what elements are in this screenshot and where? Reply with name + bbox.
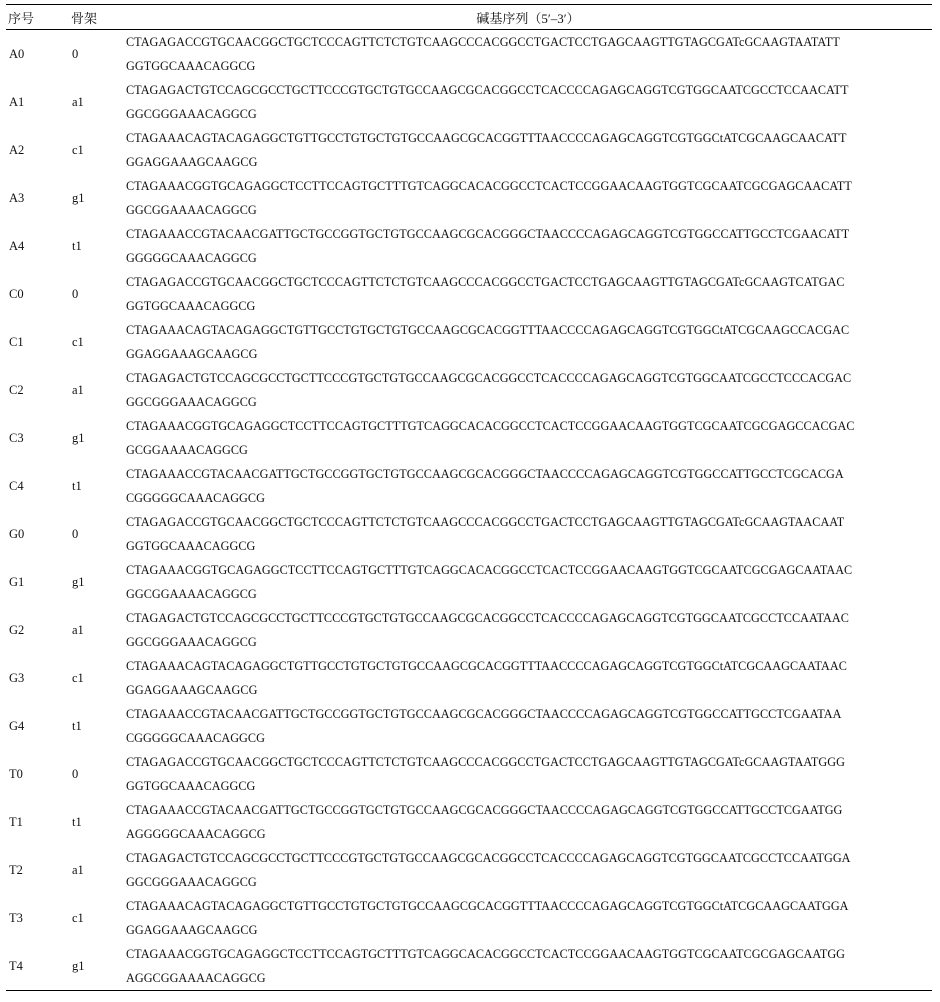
row-sequence [124,942,932,991]
table-row [6,318,932,366]
header-backbone: 骨架 [61,5,124,30]
table-row [6,366,932,414]
table-row [6,270,932,318]
row-backbone: t1 [72,814,82,829]
row-backbone: a1 [72,382,84,397]
table-row [6,462,932,510]
sequence-line: CTAGAAACGGTGCAGAGGCTCCTTCCAGTGCTTTGTCAGGCACACGGCCTCACTCCGGAACAAGTGGTCGCAATCGCGAGCCACGAC [126,419,855,433]
sequence-line: CTAGAGACCGTGCAACGGCTGCTCCCAGTTCTCTGTCAAGCCCACGGCCTGACTCCTGAGCAAGTTGTAGCGATcGCAAGTAACAAT [126,515,845,529]
row-sequence [124,318,932,366]
sequence-line: CTAGAGACTGTCCAGCGCCTGCTTCCCGTGCTGTGCCAAGCGCACGGCCTCACCCCAGAGCAGGTCGTGGCAATCGCCTCCAATAAC [126,611,849,625]
sequence-line: GGCGGGAAACAGGCG [126,395,257,409]
sequence-line: CTAGAGACCGTGCAACGGCTGCTCCCAGTTCTCTGTCAAGCCCACGGCCTGACTCCTGAGCAAGTTGTAGCGATcGCAAGTCATGAC [126,275,845,289]
table-row [6,558,932,606]
sequence-line: CTAGAGACCGTGCAACGGCTGCTCCCAGTTCTCTGTCAAGCCCACGGCCTGACTCCTGAGCAAGTTGTAGCGATcGCAAGTAATGGG [126,755,845,769]
row-sequence [124,414,932,462]
row-sequence [124,174,932,222]
row-id: C4 [9,478,24,493]
sequence-line: CTAGAAACAGTACAGAGGCTGTTGCCTGTGCTGTGCCAAGCGCACGGTTTAACCCCAGAGCAGGTCGTGGCtATCGCAAGCCACGAC [126,323,850,337]
header-row [6,5,932,30]
sequence-line: CTAGAAACGGTGCAGAGGCTCCTTCCAGTGCTTTGTCAGGCACACGGCCTCACTCCGGAACAAGTGGTCGCAATCGCGAGCAACATT [126,179,852,193]
row-id: T3 [9,910,23,925]
row-id: C2 [9,382,24,397]
row-sequence [124,894,932,942]
sequence-line: AGGCGGAAAACAGGCG [126,971,266,985]
table-row [6,846,932,894]
row-backbone: 0 [72,526,79,541]
sequence-line: AGGGGGCAAACAGGCG [126,827,266,841]
row-id: A4 [9,238,25,253]
row-backbone: 0 [72,46,79,61]
row-sequence [124,846,932,894]
sequence-line: GGAGGAAAGCAAGCG [126,923,258,937]
table-row [6,174,932,222]
table-row [6,510,932,558]
row-backbone: c1 [72,910,84,925]
row-id: T1 [9,814,23,829]
row-backbone: t1 [72,718,82,733]
header-id: 序号 [6,5,61,30]
table-row [6,750,932,798]
sequence-line: GGCGGGAAACAGGCG [126,635,257,649]
row-id: G3 [9,670,25,685]
sequence-line: CTAGAAACCGTACAACGATTGCTGCCGGTGCTGTGCCAAGCGCACGGGCTAACCCCAGAGCAGGTCGTGGCCATTGCCTCGAACATT [126,227,850,241]
sequence-line: CTAGAGACTGTCCAGCGCCTGCTTCCCGTGCTGTGCCAAGCGCACGGCCTCACCCCAGAGCAGGTCGTGGCAATCGCCTCCCACGAC [126,371,852,385]
table-row [6,606,932,654]
sequence-line: GGTGGCAAACAGGCG [126,299,256,313]
row-backbone: t1 [72,478,82,493]
row-sequence [124,30,932,79]
table-row [6,942,932,991]
row-sequence [124,750,932,798]
sequence-line: GGCGGAAAACAGGCG [126,203,257,217]
row-id: T2 [9,862,23,877]
row-sequence [124,126,932,174]
row-sequence [124,270,932,318]
sequence-line: GGGGGCAAACAGGCG [126,251,257,265]
row-id: T0 [9,766,23,781]
row-backbone: t1 [72,238,82,253]
row-backbone: 0 [72,766,79,781]
sequence-line: GGAGGAAAGCAAGCG [126,155,258,169]
table-row [6,414,932,462]
row-id: G1 [9,574,25,589]
row-backbone: c1 [72,334,84,349]
table-row [6,222,932,270]
sequence-line: GGAGGAAAGCAAGCG [126,347,258,361]
row-backbone: a1 [72,862,84,877]
sequence-line: GGTGGCAAACAGGCG [126,779,256,793]
table-row [6,702,932,750]
row-id: G0 [9,526,25,541]
sequence-line: CTAGAGACTGTCCAGCGCCTGCTTCCCGTGCTGTGCCAAGCGCACGGCCTCACCCCAGAGCAGGTCGTGGCAATCGCCTCCAATGGA [126,851,851,865]
row-sequence [124,798,932,846]
sequence-table-container [6,4,932,991]
row-backbone: a1 [72,622,84,637]
row-sequence [124,606,932,654]
sequence-line: GGTGGCAAACAGGCG [126,539,256,553]
sequence-line: CTAGAAACAGTACAGAGGCTGTTGCCTGTGCTGTGCCAAGCGCACGGTTTAACCCCAGAGCAGGTCGTGGCtATCGCAAGCAACATT [126,131,847,145]
sequence-line: CTAGAAACCGTACAACGATTGCTGCCGGTGCTGTGCCAAGCGCACGGGCTAACCCCAGAGCAGGTCGTGGCCATTGCCTCGAATGG [126,803,843,817]
sequence-line: GGAGGAAAGCAAGCG [126,683,258,697]
table-row [6,654,932,702]
sequence-line: CTAGAAACAGTACAGAGGCTGTTGCCTGTGCTGTGCCAAGCGCACGGTTTAACCCCAGAGCAGGTCGTGGCtATCGCAAGCAATAAC [126,659,847,673]
sequence-line: CTAGAGACTGTCCAGCGCCTGCTTCCCGTGCTGTGCCAAGCGCACGGCCTCACCCCAGAGCAGGTCGTGGCAATCGCCTCCAACATT [126,83,849,97]
row-backbone: g1 [61,942,124,991]
row-backbone: c1 [72,142,84,157]
row-sequence [124,510,932,558]
row-backbone: 0 [72,286,79,301]
sequence-line: GGTGGCAAACAGGCG [126,59,256,73]
header-sequence: 碱基序列（5′–3′） [124,5,932,30]
sequence-line: CGGGGGCAAACAGGCG [126,491,265,505]
row-backbone: g1 [72,190,85,205]
table-body [6,30,932,991]
row-sequence [124,78,932,126]
table-row [6,78,932,126]
sequence-line: CTAGAAACGGTGCAGAGGCTCCTTCCAGTGCTTTGTCAGGCACACGGCCTCACTCCGGAACAAGTGGTCGCAATCGCGAGCAATGG [126,947,846,961]
sequence-line: GGCGGGAAACAGGCG [126,107,257,121]
sequence-line: CTAGAAACCGTACAACGATTGCTGCCGGTGCTGTGCCAAGCGCACGGGCTAACCCCAGAGCAGGTCGTGGCCATTGCCTCGAATAA [126,707,842,721]
row-backbone: g1 [72,430,85,445]
table-row [6,798,932,846]
row-id: C1 [9,334,24,349]
row-sequence [124,462,932,510]
table-row [6,894,932,942]
row-id: C0 [9,286,24,301]
sequence-table [6,4,932,991]
row-id: T4 [6,942,61,991]
sequence-line: CTAGAAACGGTGCAGAGGCTCCTTCCAGTGCTTTGTCAGGCACACGGCCTCACTCCGGAACAAGTGGTCGCAATCGCGAGCAATAAC [126,563,853,577]
sequence-line: CTAGAGACCGTGCAACGGCTGCTCCCAGTTCTCTGTCAAGCCCACGGCCTGACTCCTGAGCAAGTTGTAGCGATcGCAAGTAATATT [126,35,840,49]
sequence-line: GGCGGAAAACAGGCG [126,587,257,601]
row-sequence [124,222,932,270]
row-backbone: g1 [72,574,85,589]
row-backbone: c1 [72,670,84,685]
table-row [6,126,932,174]
sequence-line: GCGGAAAACAGGCG [126,443,248,457]
row-sequence [124,366,932,414]
row-backbone: a1 [72,94,84,109]
sequence-line: CTAGAAACCGTACAACGATTGCTGCCGGTGCTGTGCCAAGCGCACGGGCTAACCCCAGAGCAGGTCGTGGCCATTGCCTCGCACGA [126,467,844,481]
row-id: A0 [9,46,25,61]
row-id: G2 [9,622,25,637]
row-id: A3 [9,190,25,205]
row-id: C3 [9,430,24,445]
row-sequence [124,654,932,702]
row-id: A1 [9,94,25,109]
row-sequence [124,702,932,750]
row-id: G4 [9,718,25,733]
table-row [6,30,932,79]
sequence-line: CGGGGGCAAACAGGCG [126,731,265,745]
row-sequence [124,558,932,606]
sequence-line: GGCGGGAAACAGGCG [126,875,257,889]
row-id: A2 [9,142,25,157]
sequence-line: CTAGAAACAGTACAGAGGCTGTTGCCTGTGCTGTGCCAAGCGCACGGTTTAACCCCAGAGCAGGTCGTGGCtATCGCAAGCAATGGA [126,899,849,913]
